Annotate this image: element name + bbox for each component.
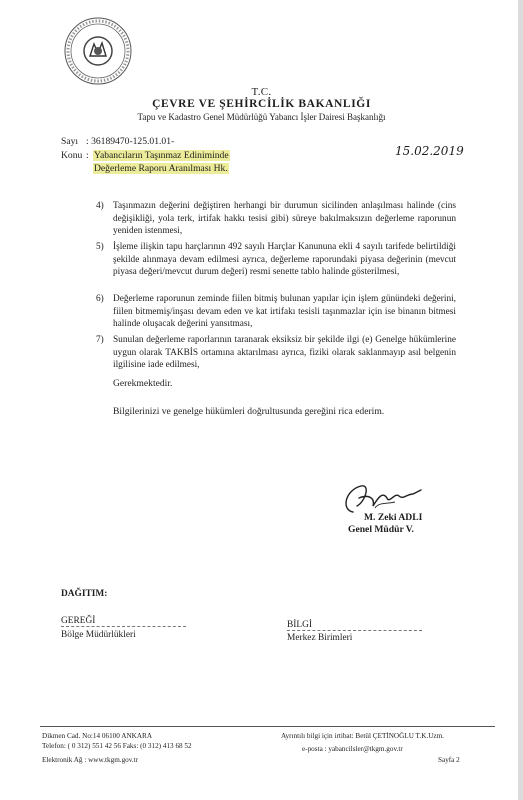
ministry-heading: ÇEVRE VE ŞEHİRCİLİK BAKANLIĞI — [152, 98, 371, 110]
item-text: Taşınmazın değerini değiştiren herhangi bir durumun sicilinden anlaşılması halinde (cins değişikliği, yola terk, irtifak hakkı tesisi gibi) süreye bakılmaksızın değerleme raporunun yeniden istenmesi, — [113, 201, 456, 237]
bilgi-label: BİLGİ — [287, 620, 422, 631]
sayi-label: Sayı — [61, 136, 79, 147]
footer-email: e-posta : yabancilsler@tkgm.gov.tr — [302, 745, 403, 753]
footer-phone: Telefon: ( 0 312) 551 42 56 Faks: (0 312) 413 68 52 — [42, 742, 192, 750]
list-item — [96, 241, 456, 279]
item-number: 5) — [96, 242, 104, 252]
department-heading: Tapu ve Kadastro Genel Müdürlüğü Yabancı İşler Dairesi Başkanlığı — [137, 112, 386, 122]
sayi-value: : 36189470-125.01.01- — [86, 136, 175, 147]
signatory-name: M. Zeki ADLI — [364, 512, 423, 523]
document-date: 15.02.2019 — [395, 144, 464, 158]
bilgi-recipients: Merkez Birimleri — [287, 633, 353, 643]
request-line: Bilgilerinizi ve genelge hükümleri doğrultusunda gereğini rica ederim. — [113, 406, 385, 417]
signatory-title: Genel Müdür V. — [348, 524, 414, 535]
gerek-recipients: Bölge Müdürlükleri — [61, 630, 136, 640]
konu-line-2-text: Değerleme Raporu Aranılması Hk. — [94, 163, 228, 174]
footer-address: Dikmen Cad. No:14 06100 ANKARA — [42, 732, 153, 740]
konu-label: Konu — [61, 150, 83, 161]
gerek-label: GEREĞİ — [61, 616, 186, 627]
closing-line: Gerekmektedir. — [113, 378, 173, 389]
konu-line-2 — [93, 163, 229, 174]
item-text: Sunulan değerleme raporlarının taranarak eksiksiz bir şekilde ilgi (e) Genelge hükümlerine uygun olarak TAKBİS ortamına aktarılması ayrıca, fiziki olarak saklanmayıp asıl belgenin ilgilisine iade edilmesi, — [113, 335, 456, 371]
list-item — [96, 293, 456, 331]
konu-line-1-text: Yabancıların Taşınmaz Ediniminde — [94, 150, 229, 161]
list-item — [96, 200, 456, 238]
item-text: İşleme ilişkin tapu harçlarının 492 sayılı Harçlar Kanununa ekli 4 sayılı tarifede belirtildiği şekilde alınmaya devam edilmesi ayrıca, değerleme raporundaki piyasa değerinin (mevcut piyasa değeri/mevcut durum değeri) resmi senette tablo halinde gösterilmesi, — [113, 242, 456, 278]
footer-divider — [40, 726, 495, 727]
list-item — [96, 334, 456, 372]
footer-contact: Ayrıntılı bilgi için irtibat: Betül ÇETİNOĞLU T.K.Uzm. — [281, 732, 444, 740]
item-number: 7) — [96, 335, 104, 345]
ministry-seal-icon — [63, 16, 133, 86]
distribution-title: DAĞITIM: — [61, 589, 108, 599]
konu-colon: : — [86, 150, 89, 161]
footer-web: Elektronik Ağ : www.tkgm.gov.tr — [42, 756, 139, 764]
country-heading: T.C. — [251, 86, 272, 98]
footer-page-number: Sayfa 2 — [438, 756, 460, 764]
item-number: 6) — [96, 294, 104, 304]
item-text: Değerleme raporunun zeminde fiilen bitmiş bulunan yapılar için işlem günündeki değerini, fiilen bitmemiş/inşası devam eden ve kat irtifakı tesisli taşınmazlar için ise binanın bitmesi halinde oluşacak değerini yansıtması, — [113, 294, 456, 330]
item-number: 4) — [96, 201, 104, 211]
konu-line-1 — [93, 150, 230, 161]
